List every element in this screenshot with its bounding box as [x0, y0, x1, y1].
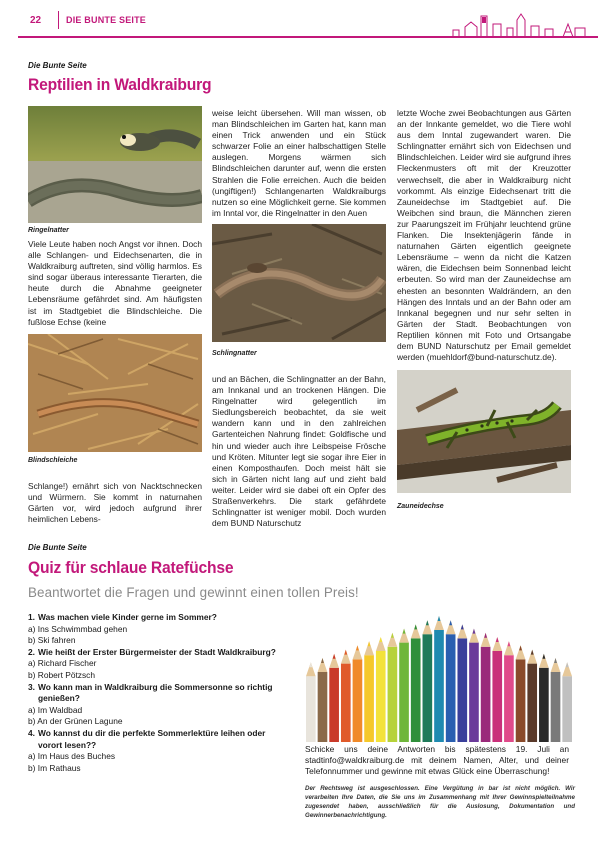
pencil-body: [446, 634, 456, 742]
pencil-lead: [519, 645, 522, 650]
pencil-body: [434, 630, 444, 742]
question-number: 3.: [28, 681, 35, 692]
colored-pencils-photo: [305, 608, 573, 742]
header-divider: [58, 11, 59, 29]
question-number: 2.: [28, 646, 35, 657]
question-text: Wo kannst du dir die perfekte Sommerlektüre leihen oder: [38, 727, 266, 738]
pencil-body: [306, 676, 316, 742]
pencil-body: [329, 668, 339, 742]
caption-zauneidechse: Zauneidechse: [397, 503, 444, 510]
caption-blindschleiche: Blindschleiche: [28, 457, 78, 464]
question-text-continued: genießen?: [38, 693, 80, 704]
pencil-lead: [426, 620, 429, 625]
answer-option: a) Im Haus des Buches: [28, 751, 116, 762]
article-column-1-bottom: Schlange!) ernährt sich von Nacktschnecken und Würmern. Sie kommt in naturnahen Gärten vor, wird jedoch aufgrund ihrer heimlichen Lebens-: [28, 481, 202, 525]
quiz-kicker: Die Bunte Seite: [28, 543, 87, 552]
pencil-body: [562, 676, 572, 742]
pencil-body: [388, 647, 398, 742]
quiz-question-4: [28, 728, 298, 774]
question-text: Wie heißt der Erster Bürgermeister der Stadt Waldkraiburg?: [38, 646, 276, 657]
pencil-lead: [566, 662, 569, 667]
quiz-title: Quiz für schlaue Ratefüchse: [28, 558, 234, 577]
smooth-snake-photo: [212, 224, 386, 342]
pencil-lead: [461, 624, 464, 629]
pencil-lead: [321, 658, 324, 663]
slow-worm-photo: [28, 334, 202, 452]
quiz-legal-notice: Der Rechtsweg ist ausgeschlossen. Eine Vergütung in bar ist nicht möglich. Wir verarbeiten Ihre Daten, die Sie uns im Zusammenhang mit Ihrer Gewinnspielteilnahme zugesendet haben, ausschließlich für die Auslosung, Dokumentation und Gewinnerbenachrichtigung.: [305, 785, 575, 819]
pencil-body: [341, 664, 351, 742]
pencil-lead: [449, 620, 452, 625]
answer-option: b) Robert Pötzsch: [28, 669, 96, 680]
pencil-body: [353, 659, 363, 742]
pencil-lead: [403, 629, 406, 634]
question-text-continued: vorort lesen??: [38, 739, 97, 750]
answer-option: a) Richard Fischer: [28, 658, 97, 669]
quiz-instructions: Schicke uns deine Antworten bis spätestens 19. Juli an stadtinfo@waldkraiburg.de mit deinem Namen, Alter, und deiner Telefonnummer und gewinne mit etwas Glück eine Überraschung!: [305, 744, 569, 777]
page-header: [0, 0, 598, 44]
pencil-lead: [379, 637, 382, 642]
pencil-body: [457, 638, 467, 742]
pencil-lead: [531, 650, 534, 655]
pencil-body: [364, 655, 374, 742]
pencil-lead: [344, 650, 347, 655]
answer-option: a) Im Waldbad: [28, 704, 83, 715]
section-title: DIE BUNTE SEITE: [66, 15, 147, 25]
pencil-body: [551, 672, 561, 742]
article-kicker: Die Bunte Seite: [28, 61, 87, 70]
pencil-lead: [333, 654, 336, 659]
article-column-3: letzte Woche zwei Beobachtungen aus Gärten an der Innkante gemeldet, wo die Tiere wohl aus dem Inntal zugewandert waren. Die Schlingnatter ernährt sich von Eidechsen und Blindschleichen. Leider wird sie aufgrund ihres Fleckenmusters oft mit der Kreuzotter verwechselt, die aber in Waldkraiburg nicht vorkommt. Als einzige Eidechsenart tritt die Zauneidechse im Stadtgebiet auf. Die Weibchen sind braun, die Männchen zieren zur Paarungszeit im Frühjahr leuchtend grüne Flanken. Die Insektenjägerin fände in naturnahen Gärten eigentlich geeignete Lebensräume – wenn da nicht die Katzen wären, die Eidechsen beim Sonnenbad leicht erbeuten. So wird man der Zauneidechse am ehesten an besonnten Waldrändern, an den Hängen des Inntals und an der Bahn oder am Innkanal begegnen und nur sehr selten in Gärten der Stadt. Beobachtungen von Reptilien können mit Foto und Ortsangabe dem BUND Naturschutz per Email gemeldet werden (muehldorf@bund-naturschutz.de).: [397, 108, 571, 363]
pencil-lead: [391, 633, 394, 638]
pencil-body: [481, 647, 491, 742]
pencil-body: [469, 643, 479, 742]
pencil-lead: [484, 633, 487, 638]
city-skyline-icon: [445, 10, 598, 40]
quiz-subtitle: Beantwortet die Fragen und gewinnt einen tollen Preis!: [28, 585, 359, 600]
pencil-body: [527, 664, 537, 742]
quiz-questions: [28, 612, 298, 774]
pencil-lead: [554, 658, 557, 663]
article-column-2-top: weise leicht übersehen. Will man wissen, ob man Blindschleichen im Garten hat, kann man einen Trick anwenden und ein Stück schwarzer Folie an einer halbschattigen Stelle auslegen. Morgens wärmen sich Blindschleichen darunter auf, wenn die ersten Strahlen die Folie erreichen. Auch die beiden (ungiftigen!) Schlangenarten Waldkraiburgs nutzen so eine Möglichkeit gerne. Sie kommen im Inntal vor, die Ringelnatter in den Auen: [212, 108, 386, 218]
pencil-lead: [356, 645, 359, 650]
quiz-question-1: [28, 612, 298, 647]
pencil-lead: [473, 629, 476, 634]
pencil-body: [376, 651, 386, 742]
pencil-lead: [414, 624, 417, 629]
pencil-body: [318, 672, 328, 742]
answer-option: b) Ski fahren: [28, 635, 76, 646]
pencil-body: [411, 638, 421, 742]
pencil-lead: [496, 637, 499, 642]
answer-option: b) An der Grünen Lagune: [28, 716, 123, 727]
pencil-body: [423, 634, 433, 742]
pencil-body: [516, 659, 526, 742]
article-column-2-bottom: und an Bächen, die Schlingnatter an der Bahn, am Innkanal und an trockenen Hängen. Die Ringelnatter wird gelegentlich im Siedlungsbereich beobachtet, da sie weit wandern kann und in den zahlreichen Gartenteichen Nahrung findet: Goldfische und hin und wieder auch ihre Leibspeise Frösche und Kröten. Mitunter legt sie sogar ihre Eier in einen Komposthaufen. Doch meist hält sie sich in Gärten nicht lang auf und zieht bald weiter. Leider wird sie dabei oft ein Opfer des Straßenverkehrs. Die stark gefährdete Schlingnatter ist weniger mobil. Doch wurden dem BUND Naturschutz: [212, 374, 386, 529]
pencil-lead: [368, 641, 371, 646]
pencil-lead: [438, 616, 441, 621]
pencil-body: [492, 651, 502, 742]
pencil-lead: [542, 654, 545, 659]
page-number: 22: [30, 15, 42, 26]
caption-ringelnatter: Ringelnatter: [28, 227, 69, 234]
pencil-body: [399, 643, 409, 742]
answer-option: a) Ins Schwimmbad gehen: [28, 623, 128, 634]
pencil-lead: [507, 641, 510, 646]
answer-option: b) Im Rathaus: [28, 762, 81, 773]
question-text: Was machen viele Kinder gerne im Sommer?: [38, 612, 217, 622]
pencil-body: [539, 668, 549, 742]
article-column-1-top: Viele Leute haben noch Angst vor ihnen. Doch alle Schlangen- und Eidechsenarten, die in Waldkraiburg auftreten, sind völlig harmlos. Es sind sogar überaus interessante Tierarten, die heute durch die Abnahme geeigneter Lebensräume gefährdet sind. Am häufigsten ist im Stadtgebiet die Blindschleiche. Die fußlose Echse (keine: [28, 239, 202, 327]
article-title: Reptilien in Waldkraiburg: [28, 75, 212, 94]
quiz-question-2: [28, 647, 298, 682]
question-number: 1.: [28, 612, 35, 622]
pencil-body: [504, 655, 514, 742]
grass-snake-photo: [28, 106, 202, 223]
sand-lizard-photo: [397, 370, 571, 493]
question-text: Wo kann man in Waldkraiburg die Sommersonne so richtig: [38, 681, 273, 692]
pencil-lead: [309, 662, 312, 667]
question-number: 4.: [28, 727, 35, 738]
quiz-question-3: [28, 682, 298, 728]
caption-schlingnatter: Schlingnatter: [212, 350, 257, 357]
